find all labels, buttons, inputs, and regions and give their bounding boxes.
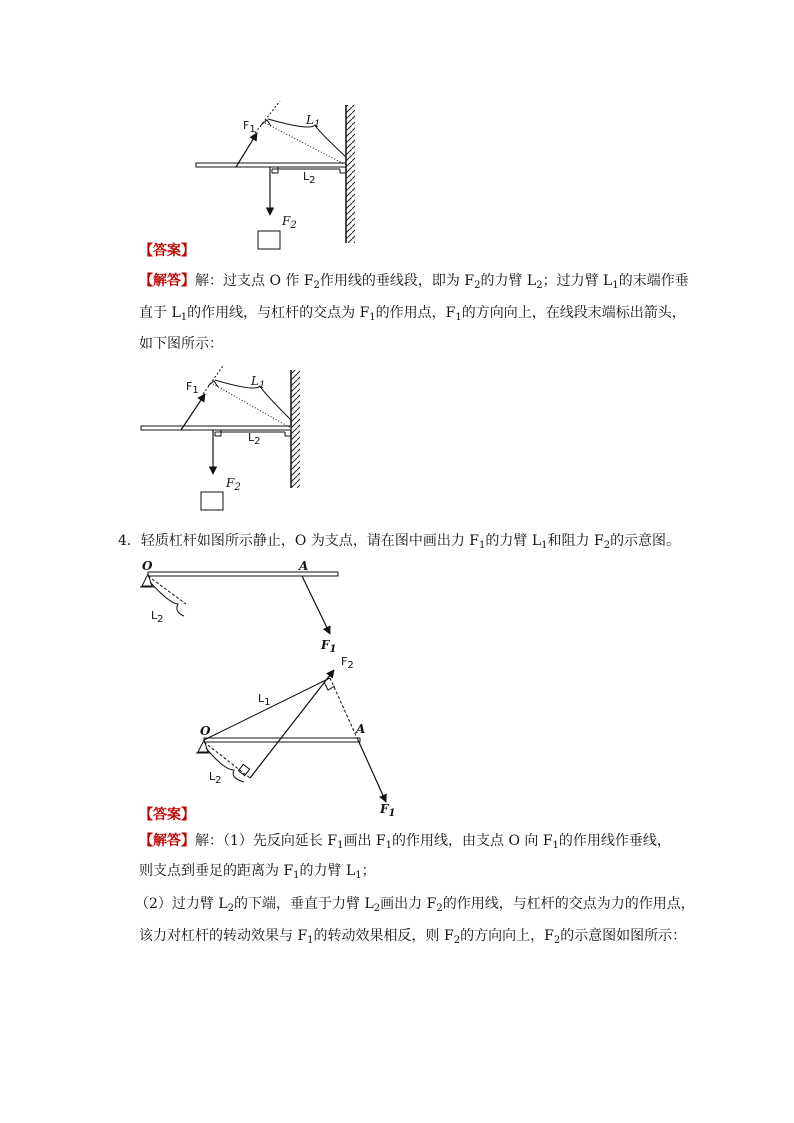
fig1-l1-label: $L_1$ <box>306 113 321 130</box>
fig4-f2-label: $F_2$ <box>341 655 354 671</box>
answer-tag-1: 【答案】 <box>139 243 195 259</box>
fig4-f1-label: $F_1$ <box>380 802 396 819</box>
fig4-l2-label: $L_2$ <box>209 770 222 786</box>
fig3-l2-label: $L_2$ <box>151 609 164 625</box>
fig3-o-label: O <box>142 559 153 573</box>
analysis-1-line-3: 如下图所示： <box>139 336 223 352</box>
fig4-l1-label: $L_1$ <box>258 692 271 708</box>
analysis-2-line-1: 【解答】解：（1）先反向延长 $F_1$画出 $F_1$的作用线，由支点 O 向 $F_1$的作用线作垂线， <box>139 833 671 851</box>
analysis-2-line-2: 则支点到垂足的距离为 $F_1$的力臂 $L_1$； <box>139 863 376 881</box>
fig1-f2-label: $F_2$ <box>282 214 297 231</box>
analysis-2-line-4: 该力对杠杆的转动效果与 $F_1$的转动效果相反，则 $F_2$的方向向上，$F_2$的示意图如图所示： <box>139 928 687 946</box>
fig2-f1-label: $F_1$ <box>186 380 199 396</box>
lever-diagram-2 <box>135 362 315 522</box>
lever-diagram-4 <box>196 660 406 810</box>
fig4-a-label: A <box>356 722 366 736</box>
question-4: 4．轻质杠杆如图所示静止，O 为支点，请在图中画出力 $F_1$的力臂 $L_1$和阻力 $F_2$的示意图。 <box>118 533 681 551</box>
analysis-1-line-2: 直于 $L_1$的作用线，与杠杆的交点为 $F_1$的作用点，$F_1$的方向向上，在线段末端标出箭头， <box>139 305 686 323</box>
fig1-l2-label: $L_2$ <box>303 170 316 186</box>
fig1-f1-label: $F_1$ <box>243 119 256 135</box>
fig2-l2-label: $L_2$ <box>248 431 261 447</box>
fig3-f1-label: $F_1$ <box>321 638 337 655</box>
fig2-l1-label: $L_1$ <box>251 374 266 391</box>
analysis-1-line-1: 【解答】解：过支点 O 作 $F_2$作用线的垂线段，即为 $F_2$的力臂 $L_2$；过力臂 $L_1$的末端作垂 <box>139 273 689 291</box>
fig4-o-label: O <box>200 724 211 738</box>
answer-tag-2: 【答案】 <box>139 807 195 823</box>
fig2-f2-label: $F_2$ <box>226 476 241 493</box>
lever-diagram-1 <box>190 95 370 265</box>
fig3-a-label: A <box>299 559 309 573</box>
lever-diagram-3 <box>138 560 348 660</box>
analysis-2-line-3: （2）过力臂 $L_2$的下端，垂直于力臂 $L_2$画出力 $F_2$的作用线，与杠杆的交点为力的作用点， <box>135 896 695 914</box>
